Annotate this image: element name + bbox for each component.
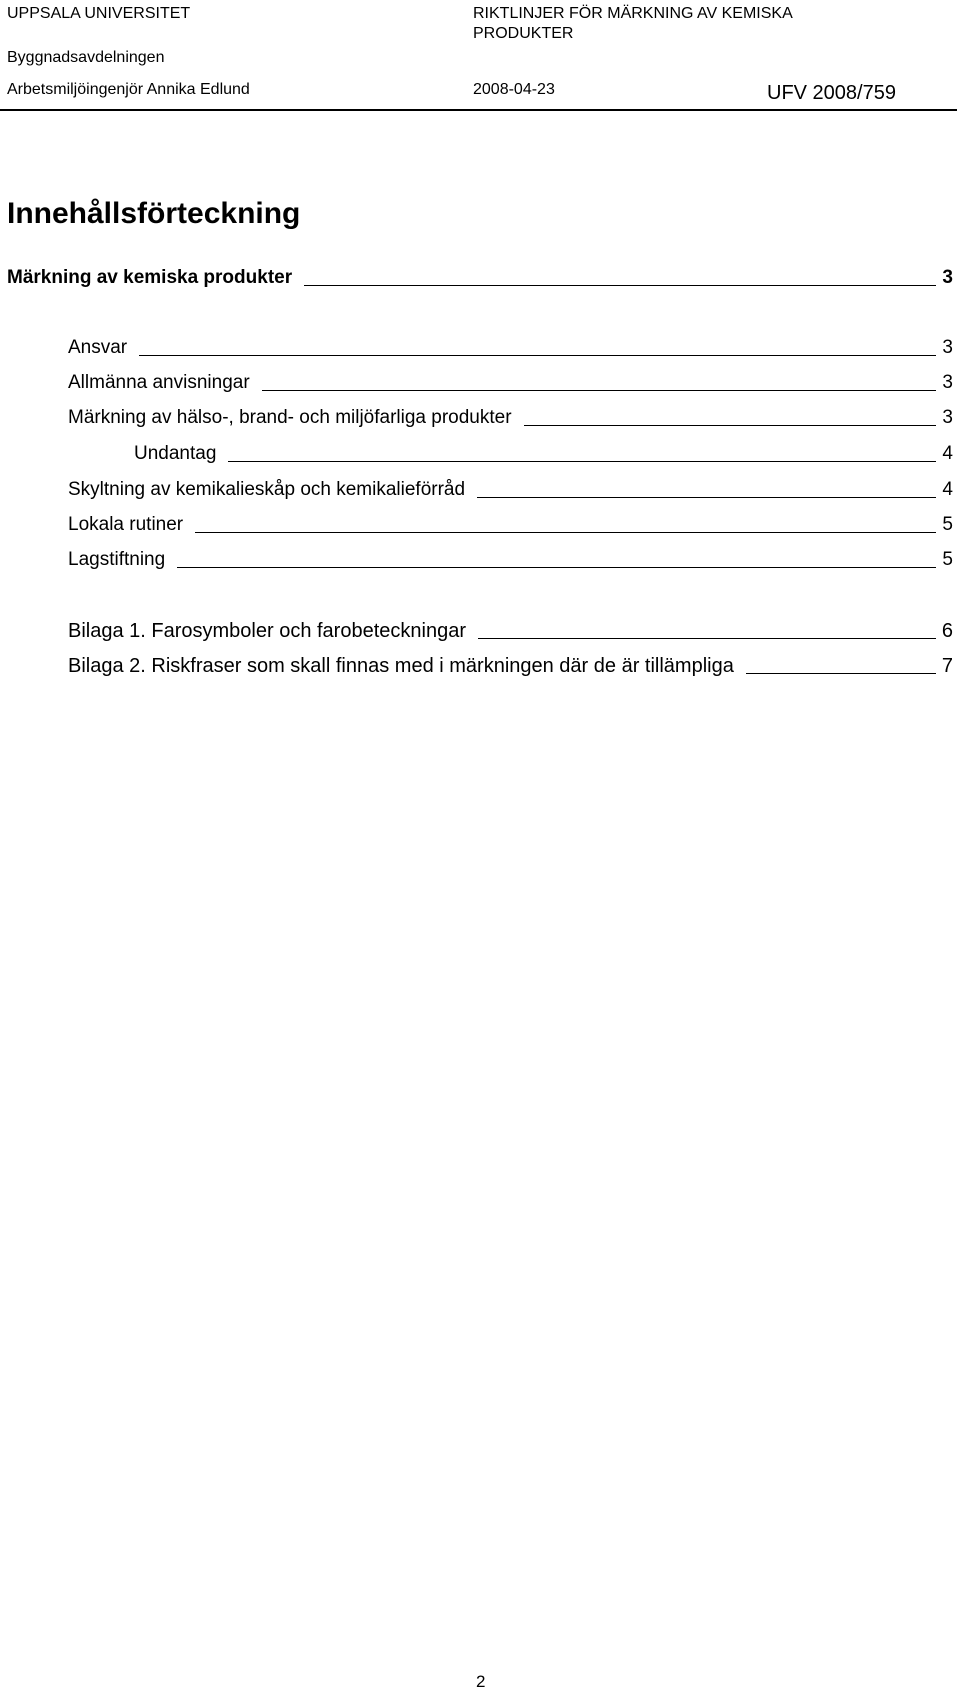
toc-entry-allmanna-anvisningar[interactable] [68, 371, 953, 395]
toc-leader-line [478, 638, 936, 639]
header-institution: UPPSALA UNIVERSITET [7, 5, 191, 22]
toc-entry-bilaga-2[interactable] [68, 654, 953, 678]
toc-entry-lokala-rutiner[interactable] [68, 513, 953, 537]
header-department: Byggnadsavdelningen [7, 49, 165, 66]
toc-entry-label: Ansvar [68, 337, 128, 358]
toc-entry-ansvar[interactable] [68, 336, 953, 360]
toc-leader-line [139, 355, 936, 356]
toc-entry-label: Allmänna anvisningar [68, 372, 250, 393]
toc-entry-page: 3 [942, 407, 953, 428]
toc-entry-label: Bilaga 2. Riskfraser som skall finnas med i märkningen där de är tillämpliga [68, 655, 734, 677]
toc-entry-halso-brand-miljofarliga[interactable] [68, 406, 953, 430]
toc-entry-page: 3 [942, 267, 953, 288]
toc-leader-line [228, 461, 936, 462]
header-reference: UFV 2008/759 [767, 82, 896, 104]
toc-title: Innehållsförteckning [7, 197, 301, 230]
header-divider [0, 109, 957, 111]
toc-entry-page: 7 [941, 655, 953, 677]
toc-entry-label: Märkning av hälso-, brand- och miljöfarliga produkter [68, 407, 512, 428]
toc-entry-label: Lagstiftning [68, 549, 166, 570]
toc-entry-bilaga-1[interactable] [68, 619, 953, 643]
toc-leader-line [195, 532, 936, 533]
toc-leader-line [304, 285, 936, 286]
toc-entry-label: Skyltning av kemikalieskåp och kemikalieförråd [68, 479, 466, 500]
toc-entry-page: 6 [941, 620, 953, 642]
toc-entry-label: Bilaga 1. Farosymboler och farobeteckningar [68, 620, 466, 642]
toc-entry-page: 5 [942, 514, 953, 535]
toc-entry-label: Märkning av kemiska produkter [7, 267, 293, 288]
toc-leader-line [262, 390, 937, 391]
toc-entry-label: Undantag [134, 443, 217, 464]
page-number: 2 [476, 1672, 486, 1691]
header-doc-title-line1: RIKTLINJER FÖR MÄRKNING AV KEMISKA [473, 5, 793, 22]
toc-entry-lagstiftning[interactable] [68, 548, 953, 572]
toc-entry-markning[interactable] [7, 266, 953, 290]
header-doc-title-line2: PRODUKTER [473, 25, 574, 42]
toc-entry-label: Lokala rutiner [68, 514, 184, 535]
toc-leader-line [746, 673, 936, 674]
header-author: Arbetsmiljöingenjör Annika Edlund [7, 81, 250, 98]
toc-entry-undantag[interactable] [134, 442, 953, 466]
toc-entry-page: 3 [942, 372, 953, 393]
toc-leader-line [477, 497, 936, 498]
toc-entry-page: 5 [942, 549, 953, 570]
toc-entry-skyltning[interactable] [68, 478, 953, 502]
header-date: 2008-04-23 [473, 81, 555, 98]
toc-entry-page: 4 [942, 443, 953, 464]
toc-leader-line [524, 425, 937, 426]
toc-leader-line [177, 567, 936, 568]
toc-entry-page: 3 [942, 337, 953, 358]
toc-entry-page: 4 [942, 479, 953, 500]
